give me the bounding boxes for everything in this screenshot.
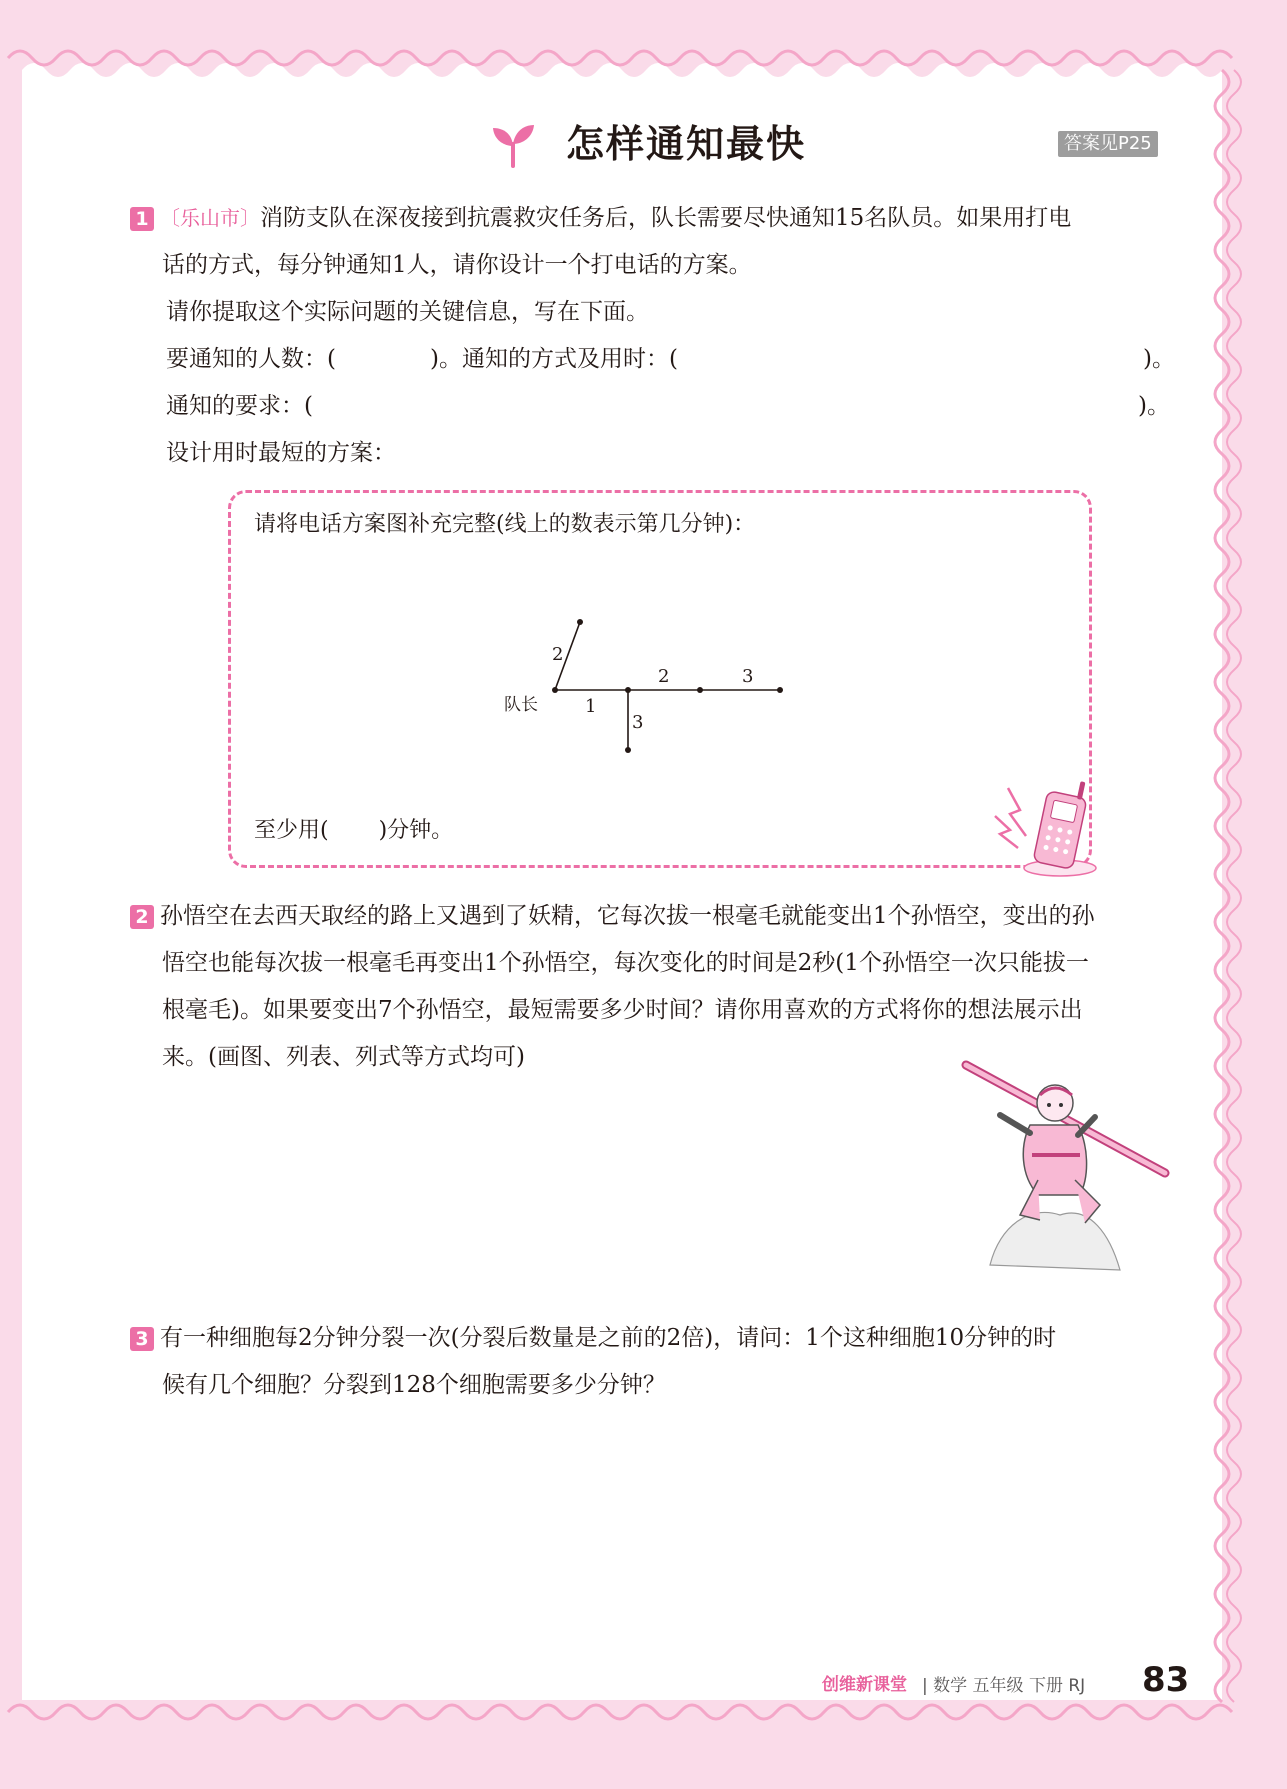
tree-node (625, 747, 631, 753)
question-1-design-prompt: 设计用时最短的方案： (166, 440, 396, 466)
question-2-number: 2 (130, 905, 154, 929)
question-2-line-3: 根毫毛)。如果要变出7个孙悟空，最短需要多少时间？请你用喜欢的方式将你的想法展示出 (162, 997, 1083, 1023)
captain-label: 队长 (504, 695, 538, 715)
phone-tree-diagram (490, 600, 810, 770)
question-1-method-prompt: )。通知的方式及用时：( (430, 346, 678, 372)
question-1-requirement-prompt: 通知的要求：( (166, 393, 313, 419)
question-1-line-3: 请你提取这个实际问题的关键信息，写在下面。 (166, 299, 649, 325)
tree-node (577, 619, 583, 625)
tree-node (777, 687, 783, 693)
question-1-source-tag: 〔乐山市〕 (160, 206, 260, 230)
edge-label: 1 (585, 696, 597, 717)
edge-label: 3 (632, 712, 644, 733)
edge-label: 2 (552, 644, 564, 665)
page-number: 83 (1142, 1660, 1190, 1700)
edge-label: 3 (742, 666, 754, 687)
question-2-line-2: 悟空也能每次拔一根毫毛再变出1个孙悟空，每次变化的时间是2秒(1个孙悟空一次只能拔一 (162, 950, 1089, 976)
question-2-line-1: 孙悟空在去西天取经的路上又遇到了妖精，它每次拔一根毫毛就能变出1个孙悟空，变出的孙 (160, 903, 1095, 929)
question-3-line-2: 候有几个细胞？分裂到128个细胞需要多少分钟？ (162, 1372, 666, 1398)
question-3-number: 3 (130, 1327, 154, 1351)
question-1-line-1: 〔乐山市〕消防支队在深夜接到抗震救灾任务后，队长需要尽快通知15名队员。如果用打电 (160, 205, 1072, 231)
sprout-icon (490, 122, 536, 168)
minimum-time-prompt: 至少用( )分钟。 (254, 818, 454, 843)
phone-illustration (990, 770, 1110, 880)
question-3-line-1: 有一种细胞每2分钟分裂一次(分裂后数量是之前的2倍)，请问：1个这种细胞10分钟的时 (160, 1325, 1057, 1351)
page-title: 怎样通知最快 (566, 122, 807, 166)
captain-node (552, 687, 558, 693)
edge-label: 2 (658, 666, 670, 687)
footer-subtitle: | 数学 五年级 下册 RJ (922, 1676, 1086, 1696)
answer-reference-badge: 答案见P25 (1058, 131, 1158, 157)
phone-plan-instruction: 请将电话方案图补充完整(线上的数表示第几分钟)： (254, 512, 756, 537)
monkey-king-illustration (960, 1055, 1170, 1275)
question-1-line-2: 话的方式，每分钟通知1人，请你设计一个打电话的方案。 (162, 252, 752, 278)
footer-brand: 创维新课堂 (822, 1675, 907, 1695)
tree-node (625, 687, 631, 693)
question-1-requirement-close: )。 (1138, 393, 1170, 419)
question-1-method-close: )。 (1143, 346, 1175, 372)
question-2-line-4: 来。(画图、列表、列式等方式均可) (162, 1044, 525, 1070)
tree-node (697, 687, 703, 693)
question-1-people-count-prompt: 要通知的人数：( (166, 346, 336, 372)
question-1-number: 1 (130, 207, 154, 231)
